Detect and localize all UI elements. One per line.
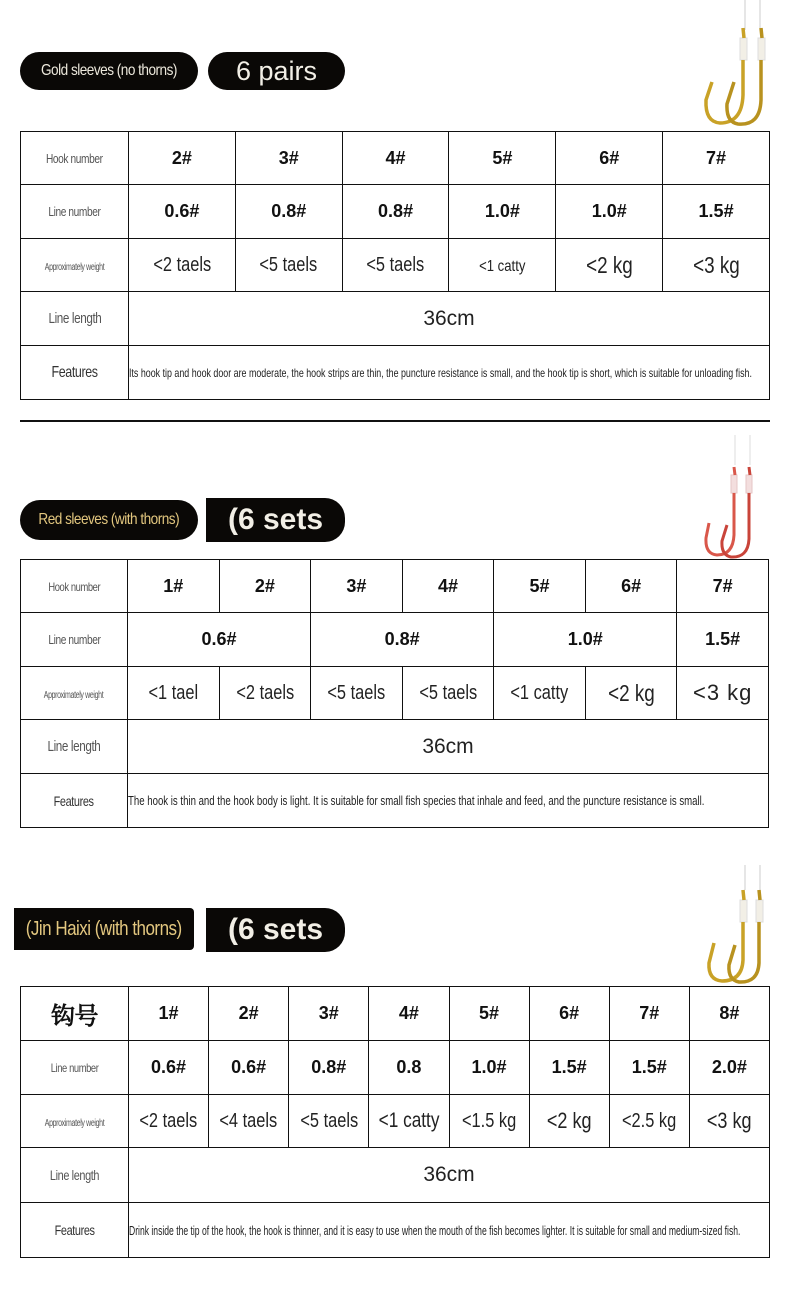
weight-cell: <3 kg [663,239,770,292]
hook-number-cell: 4# [402,560,494,613]
weight-cell: <5 taels [342,239,449,292]
line-number-cell: 0.6# [129,1041,209,1095]
row-label: Approximately weight [21,667,128,720]
row-label: Features [21,774,128,828]
hook-number-cell: 5# [449,987,529,1041]
hook-number-cell: 3# [289,987,369,1041]
line-number-cell: 1.5# [677,613,769,667]
weight-cell: <2 taels [129,1095,209,1148]
line-number-cell: 0.8# [235,185,342,239]
hook-number-cell: 4# [342,132,449,185]
divider [20,420,770,422]
row-weight [21,1095,770,1148]
hook-number-cell: 3# [235,132,342,185]
hook-number-cell: 7# [663,132,770,185]
line-number-cell: 0.6# [129,185,236,239]
line-number-cell: 1.0# [449,185,556,239]
line-number-cell: 2.0# [689,1041,769,1095]
hook-number-cell: 1# [128,560,220,613]
line-length-cell: 36cm [129,1148,770,1203]
row-hook-number [21,560,769,613]
section-jin-haixi [0,860,790,1303]
weight-cell: <2 kg [529,1095,609,1148]
row-line-length [21,292,770,346]
red-hook-icon [695,435,765,560]
section-red-sleeves [0,430,790,850]
count-pill [206,498,345,542]
line-number-cell: 0.8# [311,613,494,667]
row-label: Approximately weight [21,239,129,292]
weight-cell: <5 taels [311,667,403,720]
line-number-cell: 1.5# [609,1041,689,1095]
row-label: Line number [21,613,128,667]
row-label: Line length [21,292,129,346]
row-features [21,774,769,828]
spec-table [20,986,770,1258]
row-label: Approximately weight [21,1095,129,1148]
hook-number-cell: 5# [449,132,556,185]
hook-number-cell: 3# [311,560,403,613]
row-label: Line number [21,1041,129,1095]
spec-table [20,131,770,400]
weight-cell: <2 kg [585,667,677,720]
line-number-cell: 1.0# [449,1041,529,1095]
hook-number-cell: 2# [209,987,289,1041]
row-label: Line number [21,185,129,239]
row-label: 钩号 [21,987,129,1041]
row-hook-number [21,132,770,185]
row-line-number [21,1041,770,1095]
line-number-cell: 0.8 [369,1041,449,1095]
weight-cell: <1.5 kg [449,1095,529,1148]
row-label: Line length [21,720,128,774]
line-number-cell: 1.5# [529,1041,609,1095]
hook-number-cell: 6# [556,132,663,185]
section-title-pill [20,52,198,90]
weight-cell: <5 taels [402,667,494,720]
count-label: (6 sets [227,503,324,536]
weight-cell: <2 taels [219,667,311,720]
row-line-number [21,613,769,667]
section-title: Gold sleeves (no thorns) [41,62,177,79]
hook-number-cell: 4# [369,987,449,1041]
section-title-pill [14,908,194,950]
weight-cell: <2 taels [129,239,236,292]
row-label: Features [21,346,129,400]
hook-number-cell: 2# [129,132,236,185]
line-number-cell: 1.0# [556,185,663,239]
line-length-cell: 36cm [128,720,769,774]
hook-number-cell: 2# [219,560,311,613]
hook-number-cell: 6# [529,987,609,1041]
count-label: 6 pairs [235,55,318,86]
weight-cell: <2 kg [556,239,663,292]
row-label: Hook number [21,560,128,613]
weight-cell: <3 kg [677,667,769,720]
row-weight [21,667,769,720]
section-gold-sleeves [0,0,790,430]
weight-cell: <1 tael [128,667,220,720]
line-number-cell: 1.0# [494,613,677,667]
hook-number-cell: 7# [677,560,769,613]
spec-table [20,559,769,828]
weight-cell: <5 taels [289,1095,369,1148]
line-number-cell: 0.6# [209,1041,289,1095]
weight-cell: <5 taels [235,239,342,292]
line-number-cell: 0.6# [128,613,311,667]
features-cell: Drink inside the tip of the hook, the hook is thinner, and it is easy to use when the mouth of the fish becomes lighter. It is suitable for small and medium-sized fish. [129,1203,770,1258]
gold-hook-icon [680,0,775,130]
row-line-length [21,1148,770,1203]
features-cell: Its hook tip and hook door are moderate, the hook strips are thin, the puncture resistance is small, and the hook tip is short, which is suitable for unloading fish. [129,346,770,400]
hook-number-cell: 8# [689,987,769,1041]
hook-number-cell: 5# [494,560,586,613]
section-title: Red sleeves (with thorns) [38,511,180,528]
line-length-cell: 36cm [129,292,770,346]
gold-hook-icon [680,865,775,985]
line-number-cell: 0.8# [289,1041,369,1095]
hook-number-cell: 1# [129,987,209,1041]
row-line-number [21,185,770,239]
hook-number-cell: 6# [585,560,677,613]
weight-cell: <2.5 kg [609,1095,689,1148]
row-line-length [21,720,769,774]
row-label: Hook number [21,132,129,185]
line-number-cell: 1.5# [663,185,770,239]
count-label: (6 sets [227,913,324,946]
weight-cell: <1 catty [449,239,556,292]
row-label: Features [21,1203,129,1258]
row-features [21,1203,770,1258]
section-title-pill [20,500,198,540]
row-hook-number [21,987,770,1041]
row-features [21,346,770,400]
count-pill [208,52,345,90]
count-pill [206,908,345,952]
row-label: Line length [21,1148,129,1203]
weight-cell: <3 kg [689,1095,769,1148]
row-weight [21,239,770,292]
weight-cell: <1 catty [369,1095,449,1148]
section-title: (Jin Haixi (with thorns) [26,917,182,940]
features-cell: The hook is thin and the hook body is light. It is suitable for small fish species that inhale and feed, and the puncture resistance is small. [128,774,769,828]
weight-cell: <4 taels [209,1095,289,1148]
line-number-cell: 0.8# [342,185,449,239]
weight-cell: <1 catty [494,667,586,720]
hook-number-cell: 7# [609,987,689,1041]
